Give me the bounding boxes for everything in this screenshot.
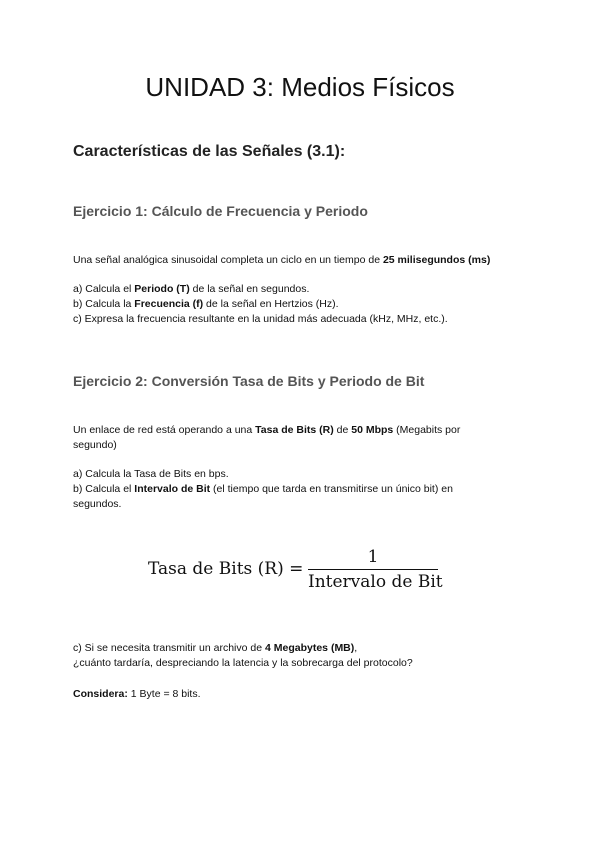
exercise2-item-b bbox=[73, 482, 493, 512]
exercise2-item-c-pre: c) Si se necesita transmitir un archivo de bbox=[73, 642, 265, 654]
formula-lhs: Tasa de Bits (R) = bbox=[148, 559, 304, 579]
exercise1-item-b-post: de la señal en Hertzios (Hz). bbox=[203, 298, 339, 310]
exercise1-item-c: c) Expresa la frecuencia resultante en la unidad más adecuada (kHz, MHz, etc.). bbox=[73, 313, 448, 325]
exercise2-item-b-post: (el tiempo que tarda en transmitirse un único bit) en segundos. bbox=[73, 483, 453, 510]
exercise1-item-a-pre: a) Calcula el bbox=[73, 283, 135, 295]
exercise2-intro-post: (Megabits por segundo) bbox=[73, 424, 461, 451]
exercise1-intro-bold: 25 milisegundos (ms) bbox=[382, 254, 491, 266]
formula-numerator: 1 bbox=[367, 547, 379, 567]
exercise1-item-a-bold: Periodo (T) bbox=[134, 283, 190, 295]
exercise2-note-label: Considera: bbox=[73, 688, 128, 700]
exercise1-intro bbox=[73, 253, 523, 268]
exercise2-item-c-bold: 4 Megabytes (MB) bbox=[265, 642, 355, 654]
exercise2-intro-bold-rate: Tasa de Bits (R) bbox=[255, 424, 334, 436]
exercise1-item-b-bold: Frecuencia (f) bbox=[134, 298, 204, 310]
exercise2-item-a: a) Calcula la Tasa de Bits en bps. bbox=[73, 468, 229, 480]
exercise2-intro bbox=[73, 423, 493, 453]
exercise1-item-b bbox=[73, 297, 523, 312]
exercise1-intro-text: Una señal analógica sinusoidal completa un ciclo en un tiempo de bbox=[73, 254, 383, 266]
exercise2-note-text: 1 Byte = 8 bits. bbox=[127, 688, 201, 700]
section-title: Características de las Señales (3.1): bbox=[73, 143, 346, 160]
exercise1-heading: Ejercicio 1: Cálculo de Frecuencia y Periodo bbox=[73, 203, 368, 219]
exercise2-note bbox=[73, 687, 523, 702]
exercise1-item-a-post: de la señal en segundos. bbox=[189, 283, 310, 295]
exercise2-intro-pre: Un enlace de red está operando a una bbox=[73, 424, 256, 436]
exercise2-item-c-question: ¿cuánto tardaría, despreciando la latencia y la sobrecarga del protocolo? bbox=[73, 657, 413, 669]
exercise2-item-c bbox=[73, 641, 523, 656]
formula-denominator: Intervalo de Bit bbox=[308, 572, 443, 592]
bit-rate-formula bbox=[148, 547, 448, 593]
exercise2-intro-mid: de bbox=[333, 424, 352, 436]
exercise2-item-b-bold: Intervalo de Bit bbox=[134, 483, 211, 495]
exercise2-item-b-pre: b) Calcula el bbox=[73, 483, 135, 495]
exercise1-item-a bbox=[73, 282, 523, 297]
exercise2-intro-bold-mbps: 50 Mbps bbox=[351, 424, 394, 436]
formula-fraction-bar bbox=[308, 569, 438, 570]
exercise1-item-b-pre: b) Calcula la bbox=[73, 298, 135, 310]
exercise2-item-c-post: , bbox=[354, 642, 358, 654]
exercise2-heading: Ejercicio 2: Conversión Tasa de Bits y Periodo de Bit bbox=[73, 373, 425, 389]
page-title: UNIDAD 3: Medios Físicos bbox=[145, 72, 455, 102]
